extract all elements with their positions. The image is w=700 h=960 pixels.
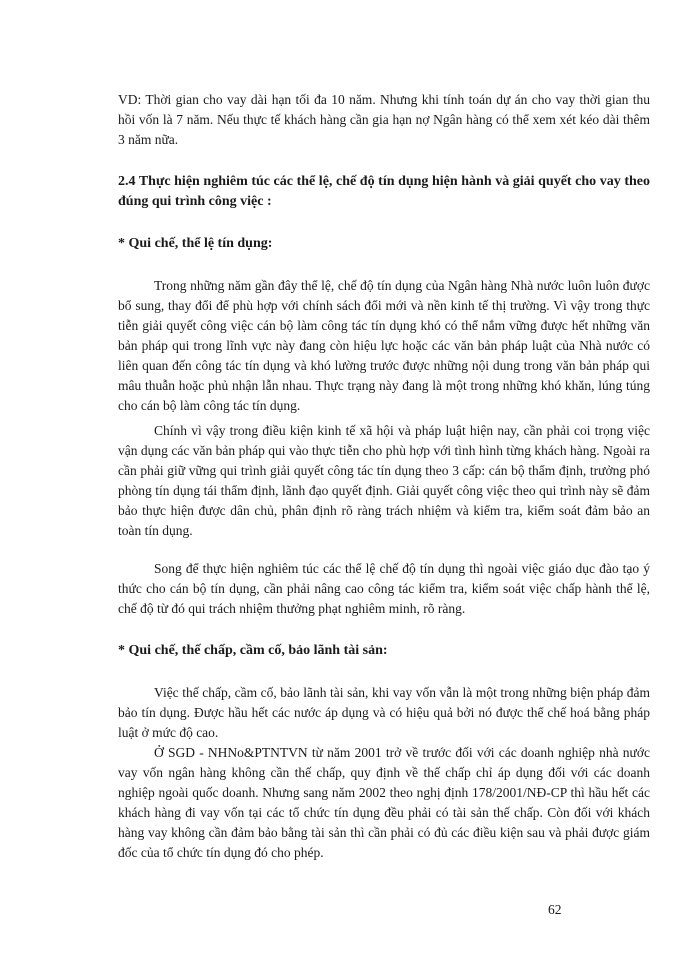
collateral-paragraph-1: Việc thế chấp, cầm cố, bảo lãnh tài sản, khi vay vốn vẫn là một trong những biện pháp đảm bảo tín dụng. Được hầu hết các nước áp dụng và có hiệu quả bởi nó được thể chế hoá bằng pháp luật ở mức độ cao.: [118, 685, 650, 740]
credit-paragraph-1: Trong những năm gần đây thể lệ, chế độ tín dụng của Ngân hàng Nhà nước luôn luôn được bổ sung, thay đổi để phù hợp với chính sách đổi mới và nền kinh tế thị trường. Vì vậy trong thực tiễn giải quyết công việc cán bộ làm công tác tín dụng khó có thể nắm vững được hết những văn bản pháp qui trong lĩnh vực này đang còn hiệu lực hoặc các văn bản pháp luật của Nhà nước có liên quan đến công tác tín dụng và khó lường trước được những nội dung trong văn bản pháp qui mâu thuẫn hoặc phủ nhận lẫn nhau. Thực trạng này đang là một trong những khó khăn, lúng túng cho cán bộ làm công tác tín dụng.: [118, 278, 650, 413]
subheading-collateral: * Qui chế, thế chấp, cầm cố, bảo lãnh tài sản:: [118, 643, 388, 658]
credit-paragraph-3: Song để thực hiện nghiêm túc các thể lệ chế độ tín dụng thì ngoài việc giáo dục đào tạo ý thức cho cán bộ tín dụng, cần phải nâng cao công tác kiểm tra, kiểm soát việc chấp hành thể lệ, chế độ từ đó qui trách nhiệm thưởng phạt nghiêm minh, rõ ràng.: [118, 561, 650, 616]
document-page: [118, 90, 650, 863]
section-heading: 2.4 Thực hiện nghiêm túc các thể lệ, chế độ tín dụng hiện hành và giải quyết cho vay theo đúng qui trình công việc :: [118, 174, 650, 209]
credit-paragraph-2: Chính vì vậy trong điều kiện kinh tế xã hội và pháp luật hiện nay, cần phải coi trọng việc vận dụng các văn bản pháp qui vào thực tiễn cho phù hợp với tình hình từng khách hàng. Ngoài ra cần phải giữ vững qui trình giải quyết công tác tín dụng theo 3 cấp: cán bộ thẩm định, trưởng phó phòng tín dụng tái thẩm định, lãnh đạo quyết định. Giải quyết công việc theo qui trình này sẽ đảm bảo thực hiện được dân chủ, phân định rõ ràng trách nhiệm và kiểm tra, kiểm soát đảm bảo an toàn tín dụng.: [118, 423, 650, 538]
page-number: 62: [548, 902, 562, 917]
example-paragraph: VD: Thời gian cho vay dài hạn tối đa 10 năm. Nhưng khi tính toán dự án cho vay thời gian thu hồi vốn là 7 năm. Nếu thực tế khách hàng cần gia hạn nợ Ngân hàng có thể xem xét kéo dài thêm 3 năm nữa.: [118, 92, 650, 147]
subheading-credit-rules: * Qui chế, thể lệ tín dụng:: [118, 236, 273, 251]
collateral-paragraph-2: Ở SGD - NHNo&PTNTVN từ năm 2001 trở về trước đối với các doanh nghiệp nhà nước vay vốn ngân hàng không cần thế chấp, quy định về thế chấp chỉ áp dụng đối với các doanh nghiệp ngoài quốc doanh. Nhưng sang năm 2002 theo nghị định 178/2001/NĐ-CP thì hầu hết các khách hàng đi vay vốn tại các tổ chức tín dụng đều phải có tài sản thế chấp. Còn đối với khách hàng vay không cần đảm bảo bằng tài sản thì cần phải có đủ các điều kiện sau và phải được giám đốc của tổ chức tín dụng đó cho phép.: [118, 745, 650, 860]
